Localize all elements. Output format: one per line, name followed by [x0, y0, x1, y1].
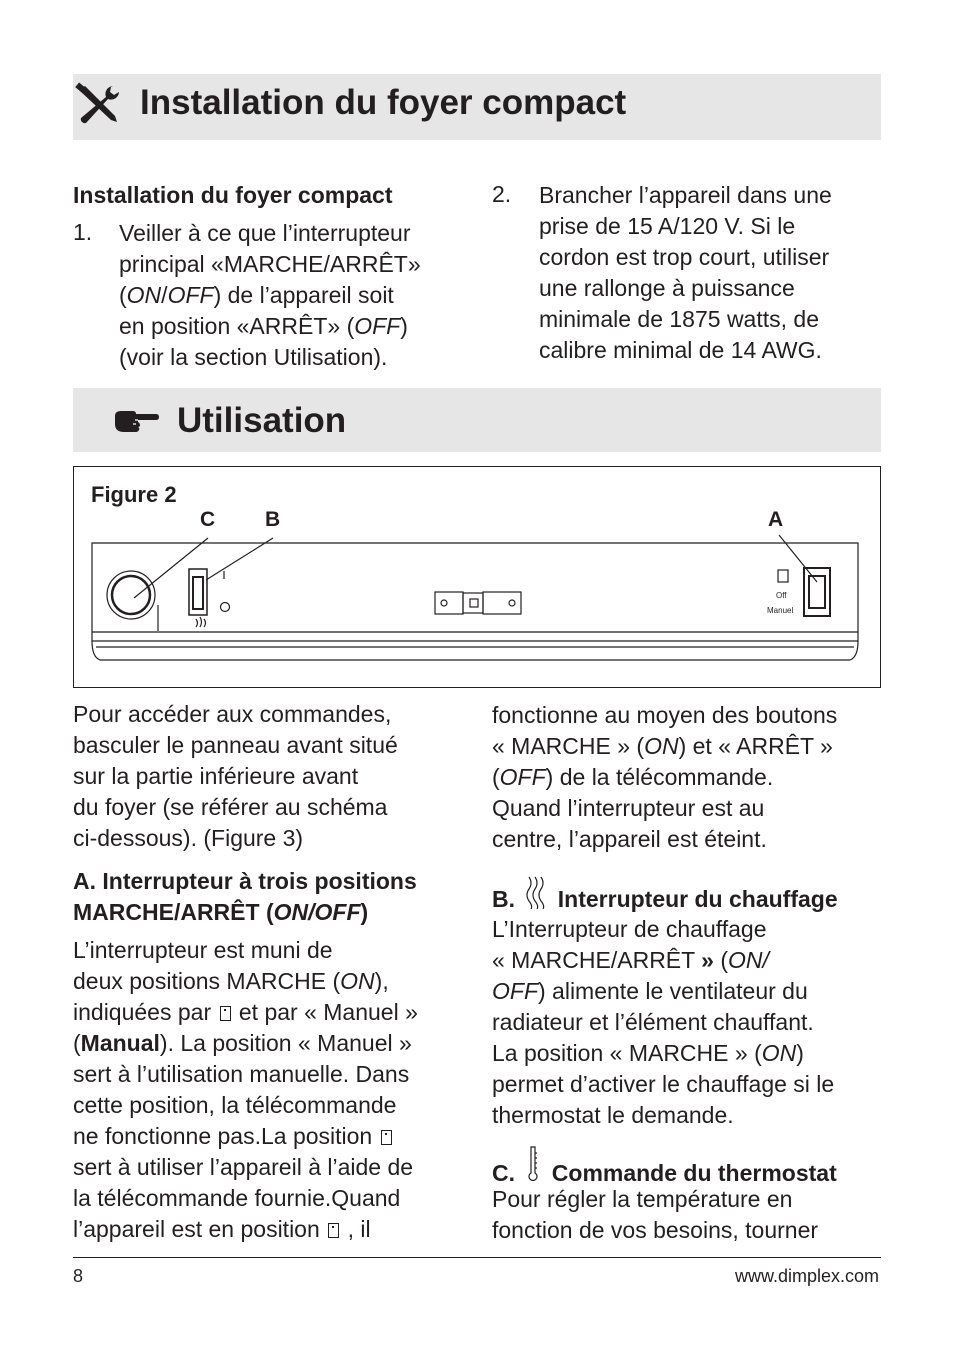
section-b-heading: B. Interrupteur du chauffage — [492, 875, 838, 917]
figure-2 — [73, 466, 881, 688]
section-header-installation — [73, 74, 881, 140]
control-panel-drawing — [74, 467, 880, 687]
step-number: 2. — [492, 181, 512, 207]
section-c-text: Pour régler la température en fonction de vos besoins, tourner — [492, 1186, 819, 1243]
section-b-text: L’Interrupteur de chauffage « MARCHE/ARRÊT » (ON/ OFF) alimente le ventilateur du radiateur et l’élément chauffant. La position « MARCHE » (ON) permet d’activer le chauffage si le thermostat le demande. — [492, 916, 835, 1128]
section-header-utilisation — [73, 388, 881, 452]
label-b: B — [265, 508, 281, 531]
remote-position-icon — [381, 1130, 392, 1145]
step-1-text: Veiller à ce que l’interrupteur principal «MARCHE/ARRÊT» (ON/OFF) de l’appareil soit en position «ARRÊT» (OFF) (voir la section Utilisation). — [119, 220, 421, 370]
figure-caption: Figure 2 — [91, 482, 177, 507]
right-paragraph-cont: fonctionne au moyen des boutons « MARCHE » (ON) et « ARRÊT » (OFF) de la télécommande. Quand l’interrupteur est au centre, l’appareil est éteint. — [492, 702, 838, 852]
pointing-hand-icon — [113, 410, 159, 437]
manual-label: Manuel — [767, 606, 794, 615]
section-title: Utilisation — [177, 401, 347, 440]
section-a-heading: A. Interrupteur à trois positions MARCHE/ARRÊT (ON/OFF) — [73, 868, 417, 925]
remote-position-icon — [328, 1223, 339, 1238]
label-a: A — [768, 508, 784, 531]
step-2-text: Brancher l’appareil dans une prise de 15 A/120 V. Si le cordon est trop court, utiliser une rallonge à puissance minimale de 1875 watts, de calibre minimal de 14 AWG. — [539, 182, 832, 363]
remote-position-icon — [220, 1006, 231, 1021]
section-c-heading: C. Commande du thermostat — [492, 1145, 837, 1191]
step-number: 1. — [73, 219, 93, 245]
intro-paragraph: Pour accéder aux commandes, basculer le panneau avant situé sur la partie inférieure avant du foyer (se référer au schéma ci-dessous). (Figure 3) — [73, 701, 398, 851]
footer-rule — [73, 1257, 881, 1258]
tools-icon — [73, 82, 123, 133]
page-number: 8 — [73, 1266, 84, 1286]
heater-icon — [525, 875, 547, 917]
section-title: Installation du foyer compact — [140, 83, 627, 122]
subheading: Installation du foyer compact — [73, 182, 393, 208]
footer-url[interactable]: www.dimplex.com — [734, 1266, 879, 1286]
off-label: Off — [776, 591, 787, 600]
label-c: C — [200, 508, 216, 531]
section-a-text: L’interrupteur est muni de deux positions MARCHE (ON), indiquées par et par « Manuel » (Manual). La position « Manuel » sert à l’utilisation manuelle. Dans cette position, la télécommande ne fonctionne pas.La position sert à utiliser l’appareil à l’aide de la télécommande fournie.Quand l’appareil est en position , il — [73, 937, 418, 1242]
